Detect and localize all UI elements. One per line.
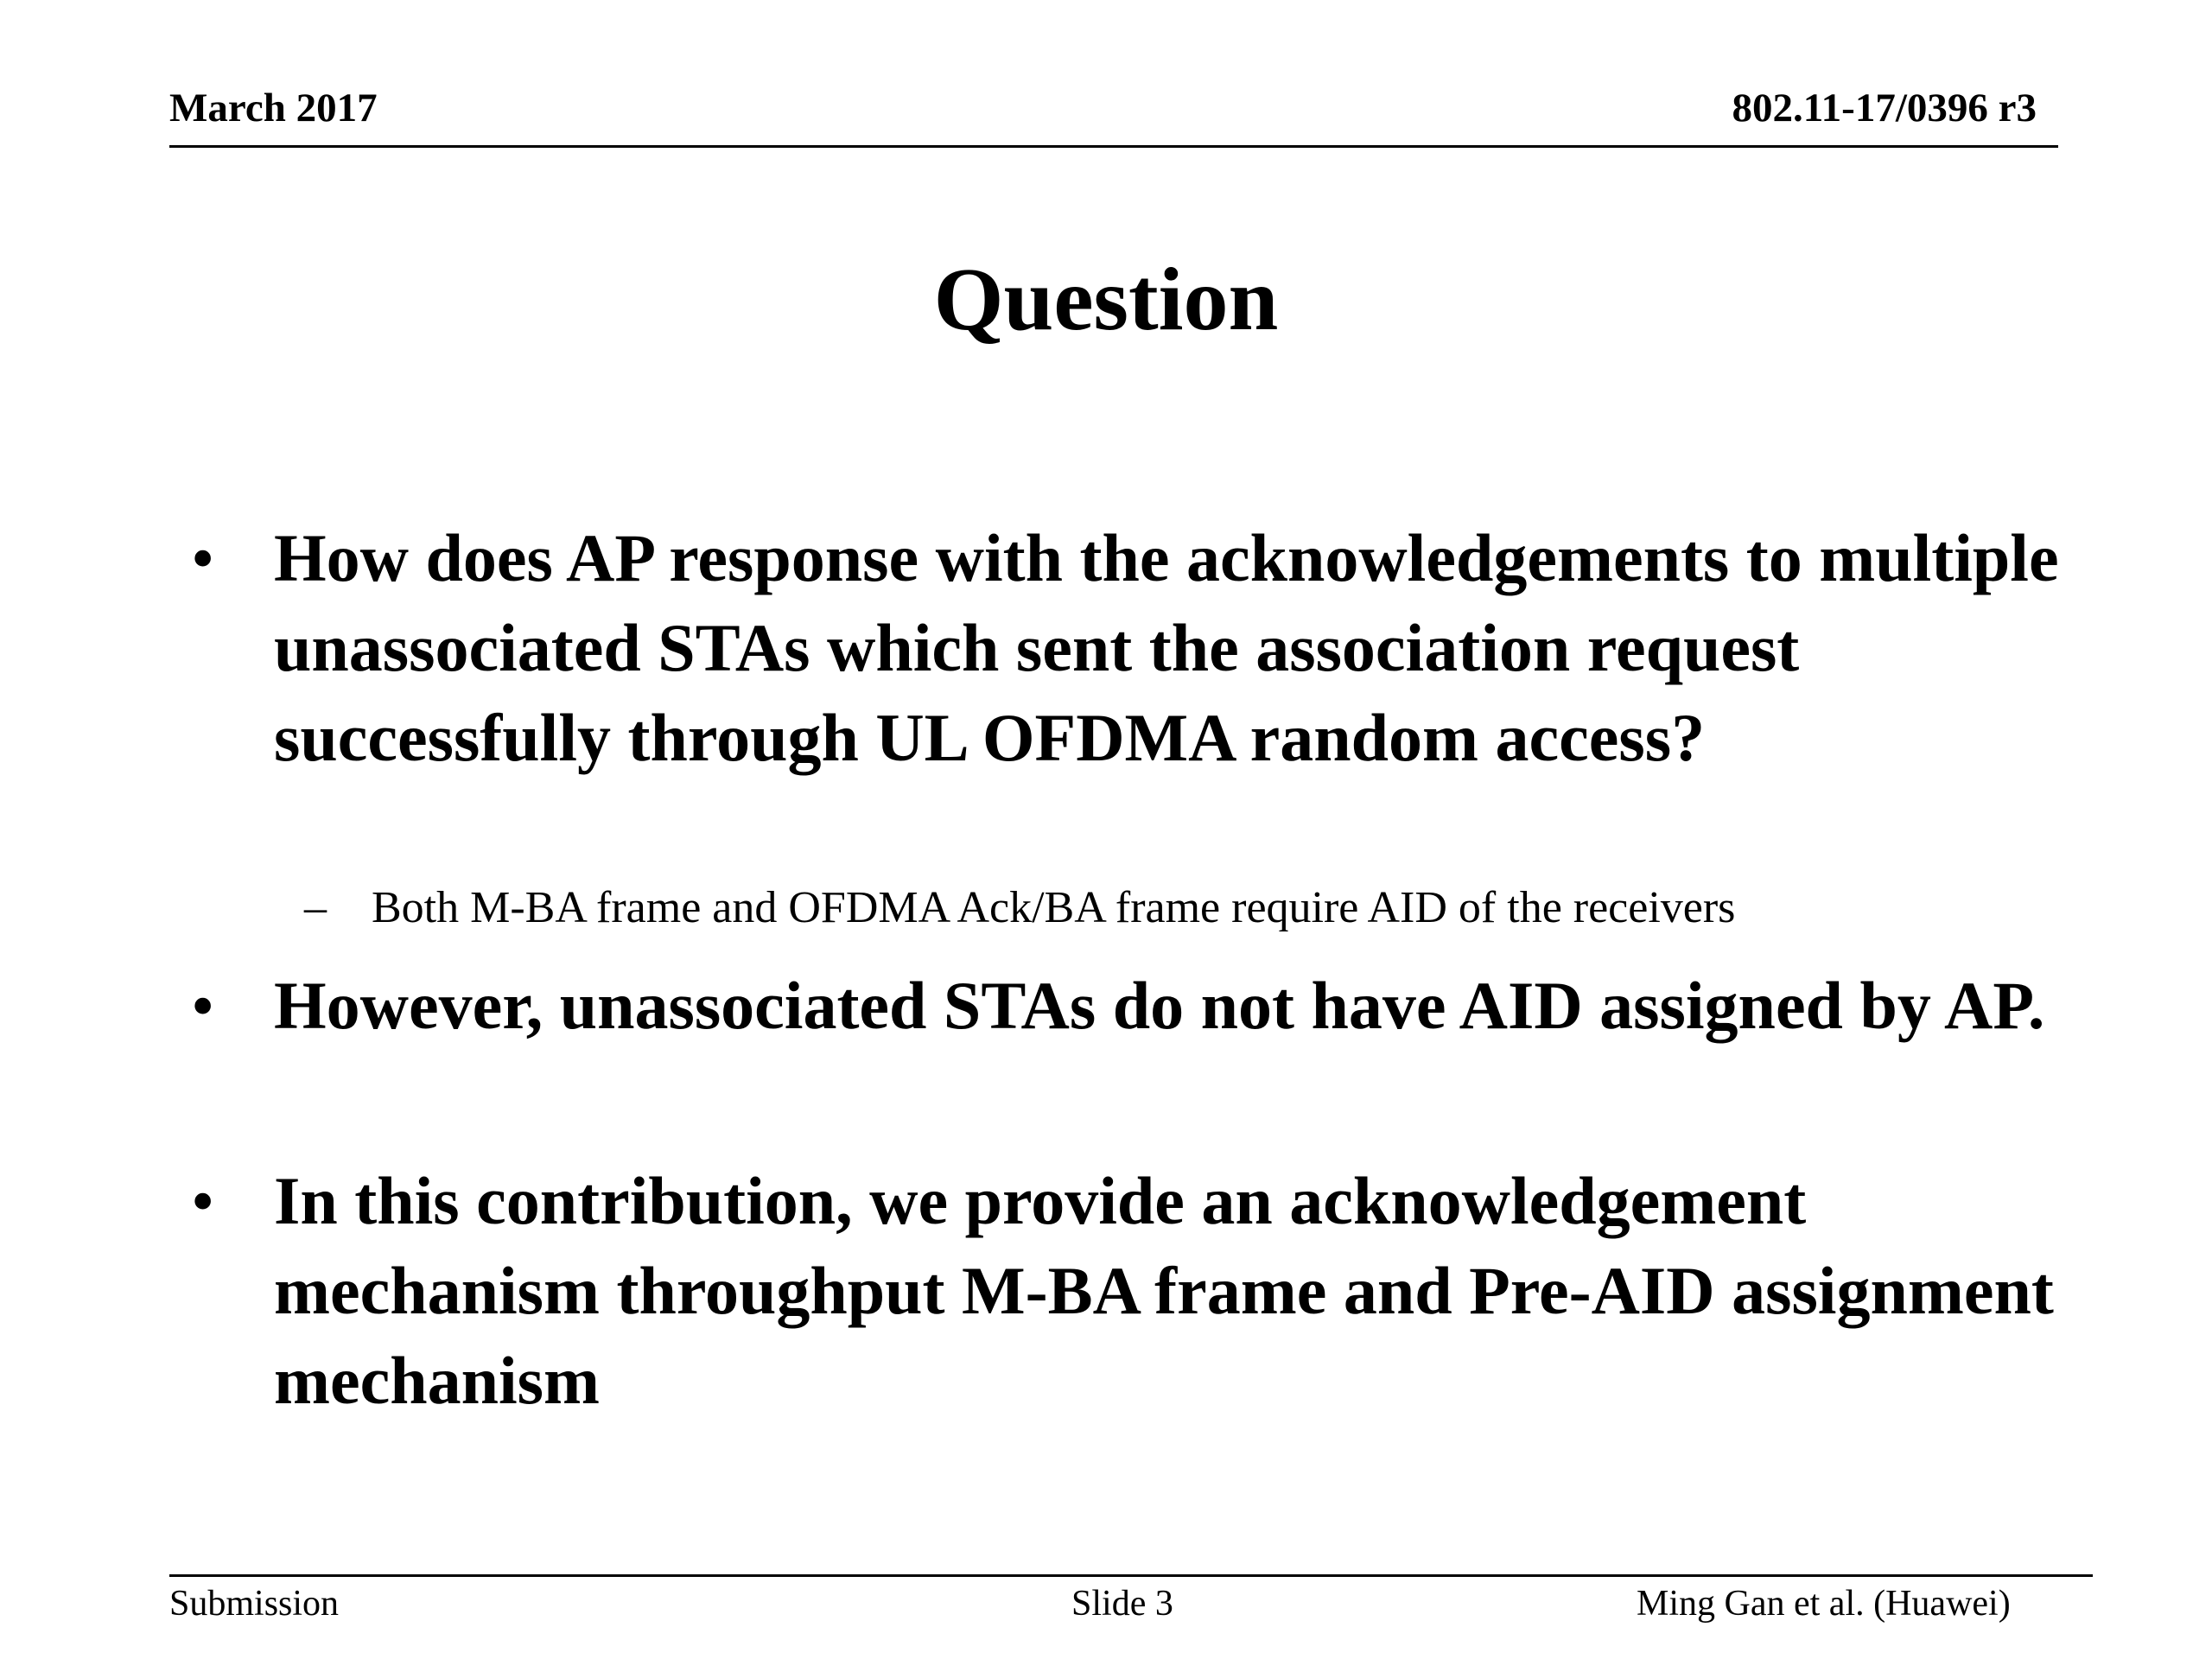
bullet-item-2 xyxy=(191,961,2114,1051)
footer-submission: Submission xyxy=(169,1584,340,1624)
sub-bullet-marker: – xyxy=(304,883,327,932)
bullet-marker: • xyxy=(191,520,215,595)
bullet-text: In this contribution, we provide an acknowledgement mechanism throughput M-BA frame and Pre-AID assignment mechanism xyxy=(274,1163,2054,1418)
footer-divider xyxy=(169,1574,2093,1577)
header-doc-number: 802.11-17/0396 r3 xyxy=(1732,86,2037,130)
slide-title: Question xyxy=(933,250,1279,349)
bullet-marker: • xyxy=(191,968,215,1043)
footer-slide-number: Slide 3 xyxy=(1071,1584,1173,1624)
bullet-item-3 xyxy=(191,1156,2114,1426)
bullet-item-1 xyxy=(191,513,2114,783)
footer-author: Ming Gan et al. (Huawei) xyxy=(1637,1584,2011,1624)
bullet-text: However, unassociated STAs do not have AID assigned by AP. xyxy=(274,968,2045,1043)
sub-bullet-item-1 xyxy=(304,881,2056,935)
bullet-text: How does AP response with the acknowledgements to multiple unassociated STAs which sent the association request successfully through UL OFDMA random access? xyxy=(274,520,2059,775)
header-date: March 2017 xyxy=(169,86,378,130)
bullet-marker: • xyxy=(191,1163,215,1238)
header-divider xyxy=(169,145,2058,148)
sub-bullet-text: Both M-BA frame and OFDMA Ack/BA frame require AID of the receivers xyxy=(372,883,1736,932)
